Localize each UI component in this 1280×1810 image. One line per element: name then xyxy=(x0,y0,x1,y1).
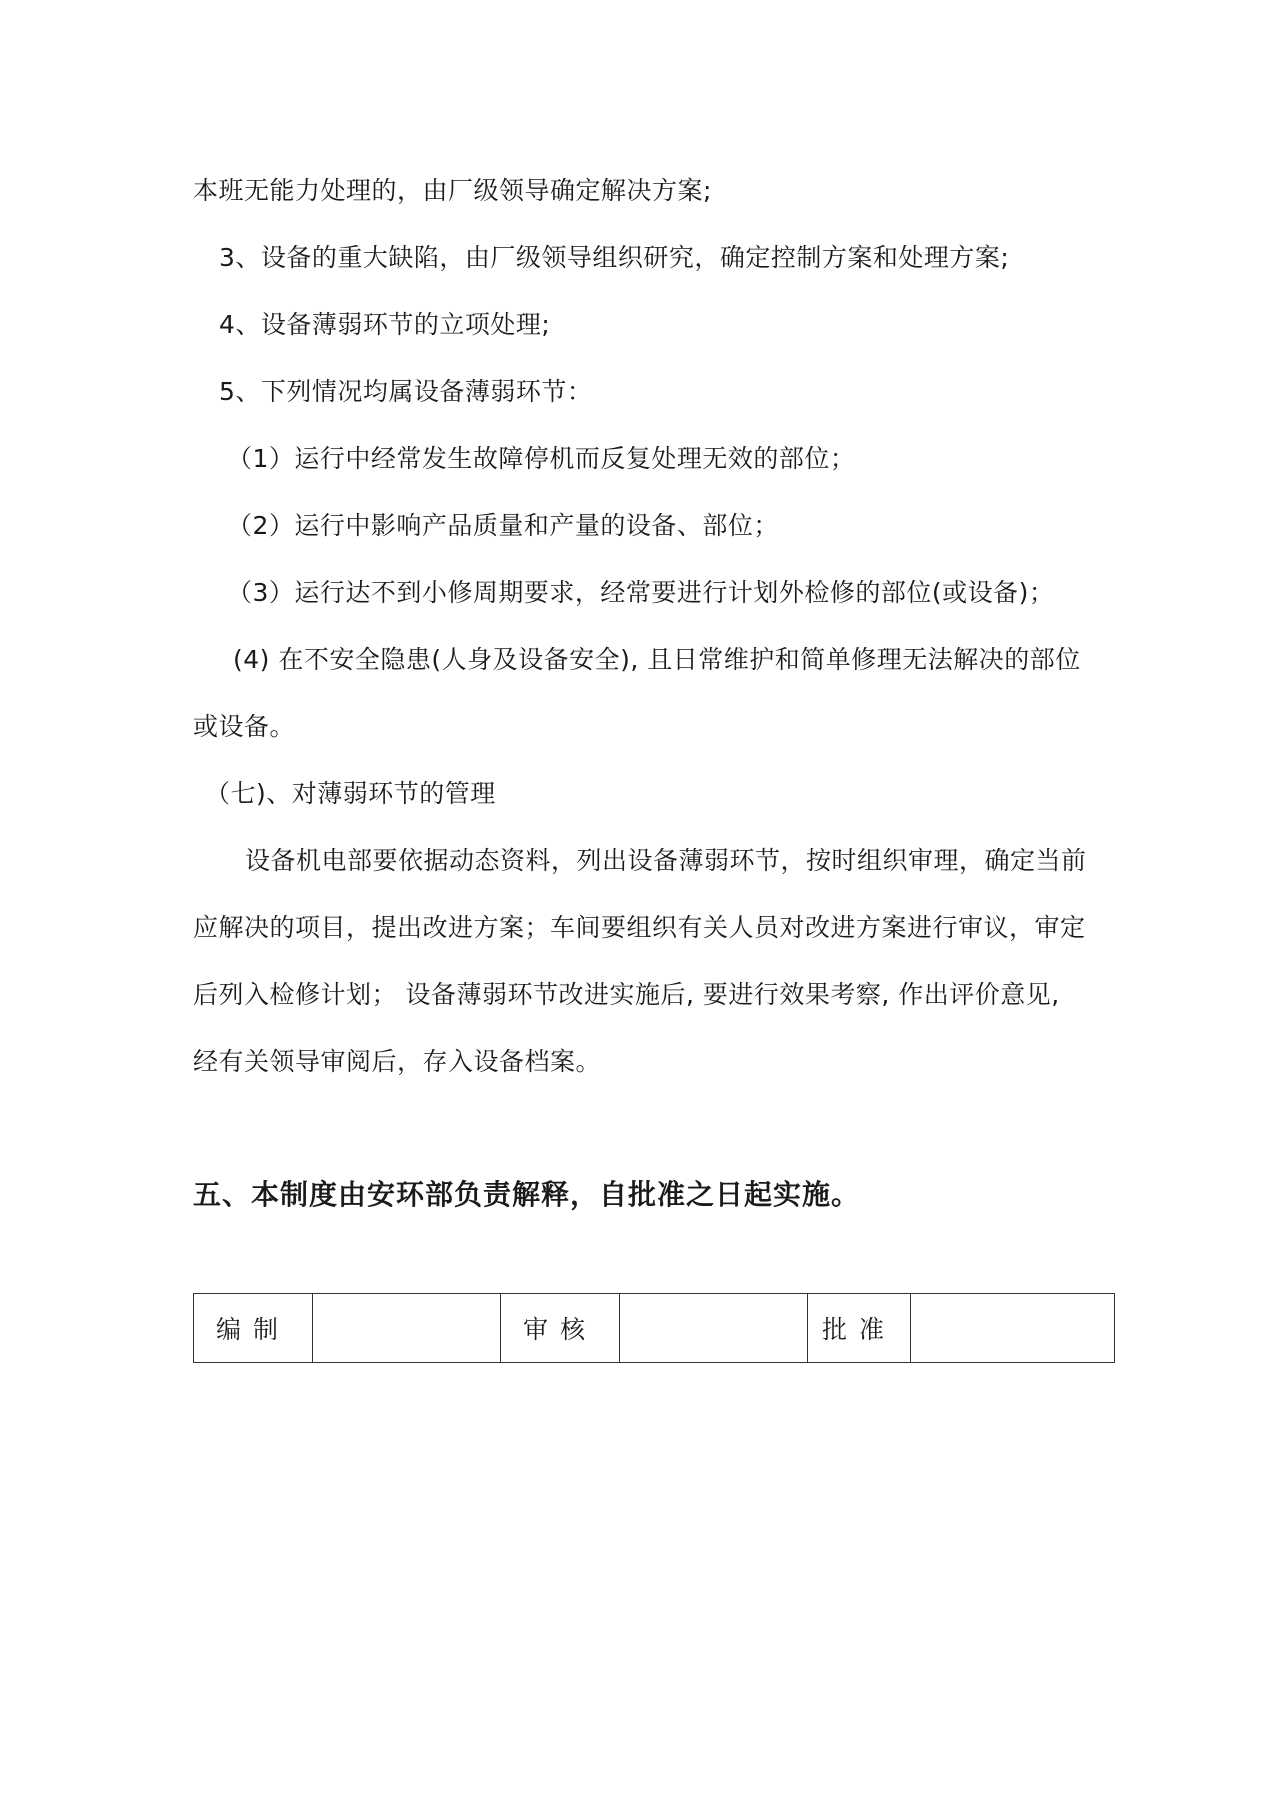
reviewed-label-cell: 审核 xyxy=(501,1294,620,1363)
section-seven-title: （七)、对薄弱环节的管理 xyxy=(205,779,496,808)
compiled-label-cell: 编制 xyxy=(194,1294,313,1363)
section-seven-body-line-3: 后列入检修计划； 设备薄弱环节改进实施后, 要进行效果考察, 作出评价意见, xyxy=(193,980,1060,1009)
paragraph-item-3: 3、设备的重大缺陷，由厂级领导组织研究，确定控制方案和处理方案; xyxy=(219,243,1010,272)
section-seven-body-line-2: 应解决的项目，提出改进方案；车间要组织有关人员对改进方案进行审议，审定 xyxy=(193,913,1086,942)
section-five-heading: 五、本制度由安环部负责解释，自批准之日起实施。 xyxy=(193,1178,861,1211)
approved-value-cell xyxy=(911,1294,1115,1363)
section-seven-body-line-4: 经有关领导审阅后，存入设备档案。 xyxy=(193,1047,602,1076)
paragraph-item-5: 5、下列情况均属设备薄弱环节： xyxy=(219,377,593,406)
sub-item-1: （1）运行中经常发生故障停机而反复处理无效的部位； xyxy=(227,444,856,473)
signature-row xyxy=(194,1294,1115,1363)
sub-item-2: （2）运行中影响产品质量和产量的设备、部位； xyxy=(227,511,779,540)
reviewed-value-cell xyxy=(620,1294,808,1363)
paragraph-line-1: 本班无能力处理的，由厂级领导确定解决方案; xyxy=(193,176,712,205)
sub-item-4: (4) 在不安全隐患(人身及设备安全), 且日常维护和简单修理无法解决的部位 xyxy=(233,645,1081,674)
approved-label-cell: 批准 xyxy=(808,1294,911,1363)
sub-item-4-continued: 或设备。 xyxy=(193,712,296,741)
signature-table xyxy=(193,1293,1115,1363)
sub-item-3: （3）运行达不到小修周期要求，经常要进行计划外检修的部位(或设备)； xyxy=(227,578,1055,607)
paragraph-item-4: 4、设备薄弱环节的立项处理; xyxy=(219,310,551,339)
section-seven-body-line-1: 设备机电部要依据动态资料，列出设备薄弱环节，按时组织审理，确定当前 xyxy=(245,846,1087,875)
compiled-value-cell xyxy=(313,1294,501,1363)
